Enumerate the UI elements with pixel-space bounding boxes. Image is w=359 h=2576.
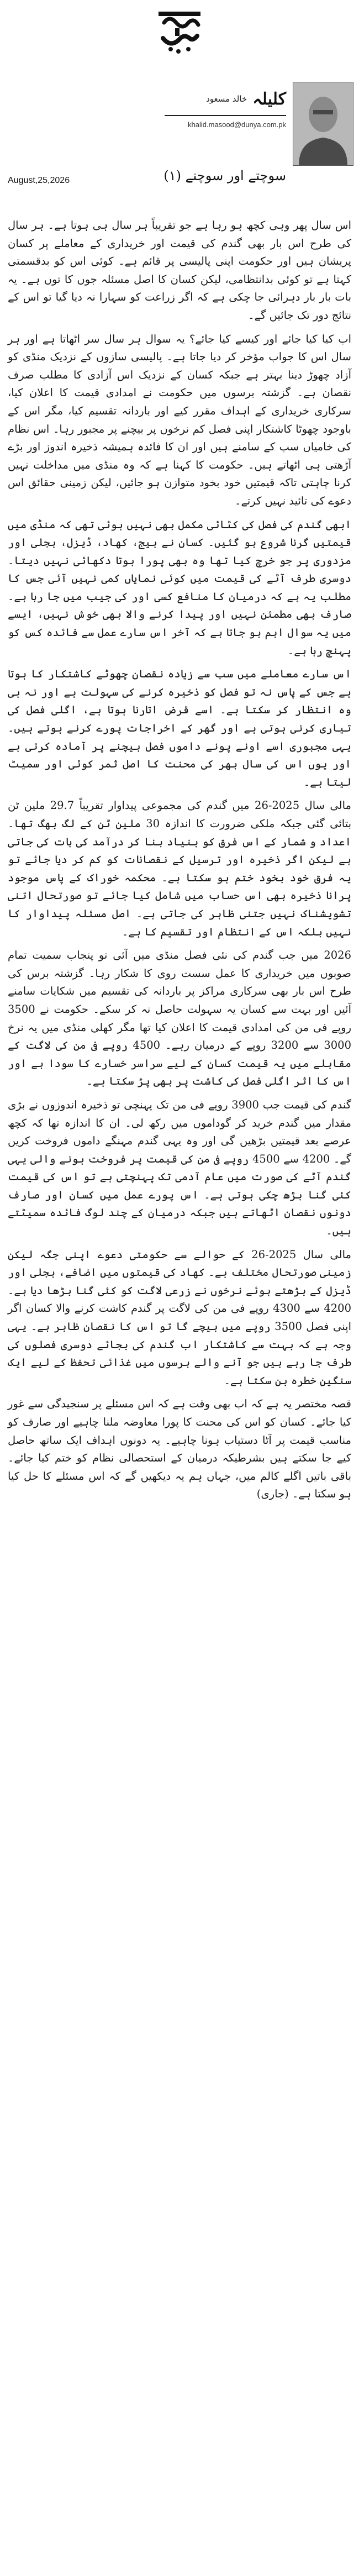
column-brand: کلیلہ <box>252 89 286 109</box>
paragraph: اس سارے معاملے میں سب سے زیادہ نقصان چھوٹے کاشتکار کا ہوتا ہے جس کے پاس نہ تو فصل کو ذخیرہ کرنے کی سہولت ہے اور نہ ہی وہ انتظار کر سکتا ہے۔ اسے قرض اتارنا ہوتا ہے، اگلی فصل کی تیاری کرنی ہوتی ہے اور گھر کے اخراجات پورے کرنے ہوتے ہیں۔ یہی مجبوری اسے اونے پونے داموں فصل بیچنے پر آمادہ کرتی ہے اور یوں اس کی سال بھر کی محنت کا اصل ثمر کوئی اور سمیٹ لیتا ہے۔ <box>8 667 351 788</box>
masthead <box>0 0 359 65</box>
author-portrait-icon <box>293 82 353 165</box>
author-email[interactable]: khalid.masood@dunya.com.pk <box>188 120 286 129</box>
author-name: خالد مسعود <box>206 94 247 104</box>
byline-divider <box>165 115 286 116</box>
paragraph: قصہ مختصر یہ ہے کہ اب بھی وقت ہے کہ اس مسئلے پر سنجیدگی سے غور کیا جائے۔ کسان کو اس کی محنت کا پورا معاوضہ ملنا چاہیے اور صارف کو مناسب قیمت پر آٹا دستیاب ہونا چاہیے۔ یہ دونوں اہداف ایک ساتھ حاصل کیے جا سکتے ہیں بشرطیکہ درمیان کے استحصالی نظام کو ختم کیا جائے۔ باقی باتیں اگلے کالم میں، جہاں ہم یہ دیکھیں گے کہ اس مسئلے کا حل کیا ہو سکتا ہے۔ (جاری) <box>8 1397 351 1501</box>
byline <box>176 86 286 112</box>
paragraph: مالی سال 2025-26 میں گندم کی مجموعی پیداوار تقریباً 29.7 ملین ٹن بتائی گئی جبکہ ملکی ضرورت کا اندازہ 30 ملین ٹن کے لگ بھگ تھا۔ اعداد و شمار کے اس فرق کو بنیاد بنا کر درآمد کی بات کی جاتی ہے لیکن اگر ذخیرہ اور ترسیل کے نقصانات کو کم کر دیا جائے تو یہ فرق خود بخود ختم ہو سکتا ہے۔ محکمہ خوراک کے پاس موجود پرانا ذخیرہ بھی اس حساب میں شامل کیا جائے تو صورتحال اتنی تشویشناک نہیں جتنی ظاہر کی جاتی ہے۔ اصل مسئلہ پیداوار کا نہیں بلکہ اس کے انتظام اور تقسیم کا ہے۔ <box>8 799 351 938</box>
publish-date: August,25,2026 <box>8 176 70 185</box>
paragraph: اس سال پھر وہی کچھ ہو رہا ہے جو تقریباً ہر سال ہی ہوتا ہے۔ ہر سال کی طرح اس بار بھی گندم کی قیمت اور خریداری کے معاملے پر کسان پریشان ہیں اور حکومت اپنی پالیسی پر قائم ہے۔ کوئی اس کو بدقسمتی کہتا ہے تو کوئی بدانتظامی، لیکن کسان کا اصل مسئلہ جوں کا توں ہے۔ یہ بات بار بار دہرائی جا چکی ہے کہ اگر زراعت کو سہارا نہ دیا گیا تو اس کے نتائج دور تک جائیں گے۔ <box>8 219 351 322</box>
dunya-newspaper-logo-icon <box>154 6 205 59</box>
author-photo <box>293 82 353 166</box>
paragraph: ابھی گندم کی فصل کی کٹائی مکمل بھی نہیں ہوئی تھی کہ منڈی میں قیمتیں گرنا شروع ہو گئیں۔ کسان نے بیج، کھاد، ڈیزل، بجلی اور مزدوری پر جو خرچ کیا تھا وہ بھی پورا ہوتا دکھائی نہیں دیتا۔ دوسری طرف آٹے کی قیمت میں کوئی نمایاں کمی نہیں آئی جس کا مطلب یہ ہے کہ درمیان کا منافع کسی اور کی جیب میں جا رہا ہے۔ صارف بھی مطمئن نہیں اور پیدا کرنے والا بھی خوش نہیں، ایسے میں یہ سوال اہم ہو جاتا ہے کہ آخر اس سارے عمل سے فائدہ کس کو پہنچ رہا ہے۔ <box>8 518 351 657</box>
paragraph: گندم کی قیمت جب 3900 روپے فی من تک پہنچی تو ذخیرہ اندوزوں نے بڑی مقدار میں گندم خرید کر گوداموں میں رکھ لی۔ ان کا اندازہ تھا کہ کچھ عرصے بعد قیمتیں بڑھیں گی اور وہ یہی گندم مہنگے داموں فروخت کریں گے۔ 4200 سے 4500 روپے فی من کی قیمت پر فروخت ہونے والی یہی گندم آٹے کی صورت میں عام آدمی تک پہنچتی ہے تو اس کی قیمت کئی گنا بڑھ چکی ہوتی ہے۔ اس پورے عمل میں کسان اور صارف دونوں نقصان اٹھاتے ہیں جبکہ درمیان کے چند لوگ فائدہ سمیٹتے ہیں۔ <box>8 1098 351 1238</box>
column-title: سوچتے اور سوچنے (۱) <box>163 168 286 183</box>
paragraph: مالی سال 2025-26 کے حوالے سے حکومتی دعوے اپنی جگہ لیکن زمینی صورتحال مختلف ہے۔ کھاد کی قیمتوں میں اضافے، بجلی اور ڈیزل کے بڑھتے ہوئے نرخوں نے زرعی لاگت کو کئی گنا بڑھا دیا ہے۔ 4200 سے 4300 روپے فی من کی لاگت پر گندم کاشت کرنے والا کسان اگر اپنی فصل 3500 روپے میں بیچے گا تو اس کا نقصان ظاہر ہے۔ یہی وجہ ہے کہ بہت سے کاشتکار اب گندم کی بجائے دوسری فصلوں کی طرف جا رہے ہیں جو آنے والے برسوں میں غذائی تحفظ کے لیے ایک سنگین خطرہ بن سکتا ہے۔ <box>8 1248 351 1387</box>
article-body <box>8 217 351 1503</box>
paragraph: 2026 میں جب گندم کی نئی فصل منڈی میں آئی تو پنجاب سمیت تمام صوبوں میں خریداری کا عمل سست روی کا شکار رہا۔ گزشتہ برس کی طرح اس بار بھی سرکاری مراکز پر باردانہ کی تقسیم میں شکایات سامنے آئیں اور بہت سے کسان یہ سہولت حاصل نہ کر سکے۔ حکومت نے 3500 روپے فی من کی امدادی قیمت کا اعلان کیا تھا مگر کھلی منڈی میں یہ نرخ 3000 سے 3200 روپے کے درمیان رہے۔ 4500 روپے فی من کی لاگت کے مقابلے میں یہ قیمت کسان کے لیے سراسر خسارے کا سودا ہے اور اس کا اثر اگلی فصل کی کاشت پر بھی پڑ سکتا ہے۔ <box>8 949 351 1088</box>
column-header <box>6 82 353 210</box>
paragraph: اب کیا کیا جائے اور کیسے کیا جائے؟ یہ سوال ہر سال سر اٹھاتا ہے اور ہر سال اس کا جواب مؤخر کر دیا جاتا ہے۔ پالیسی سازوں کے نزدیک منڈی کو آزاد چھوڑ دینا بہتر ہے جبکہ کسان کے نزدیک اس آزادی کا مطلب صرف نقصان ہے۔ گزشتہ برسوں میں حکومت نے امدادی قیمت کا اعلان کیا، سرکاری خریداری کے اہداف مقرر کیے اور باردانہ تقسیم کیا، مگر اس کے باوجود چھوٹا کاشتکار اپنی فصل کم نرخوں پر بیچنے پر مجبور رہا۔ اس نظام کی خامیاں سب کے سامنے ہیں اور ان کا فائدہ ہمیشہ ذخیرہ اندوز اور بڑے آڑھتی ہی اٹھاتے ہیں۔ حکومت کا کہنا ہے کہ وہ منڈی میں مداخلت نہیں کرنا چاہتی تاکہ قیمتیں خود بخود متوازن ہو جائیں، لیکن زمینی حقائق اس دعوے کی تائید نہیں کرتے۔ <box>8 332 351 507</box>
